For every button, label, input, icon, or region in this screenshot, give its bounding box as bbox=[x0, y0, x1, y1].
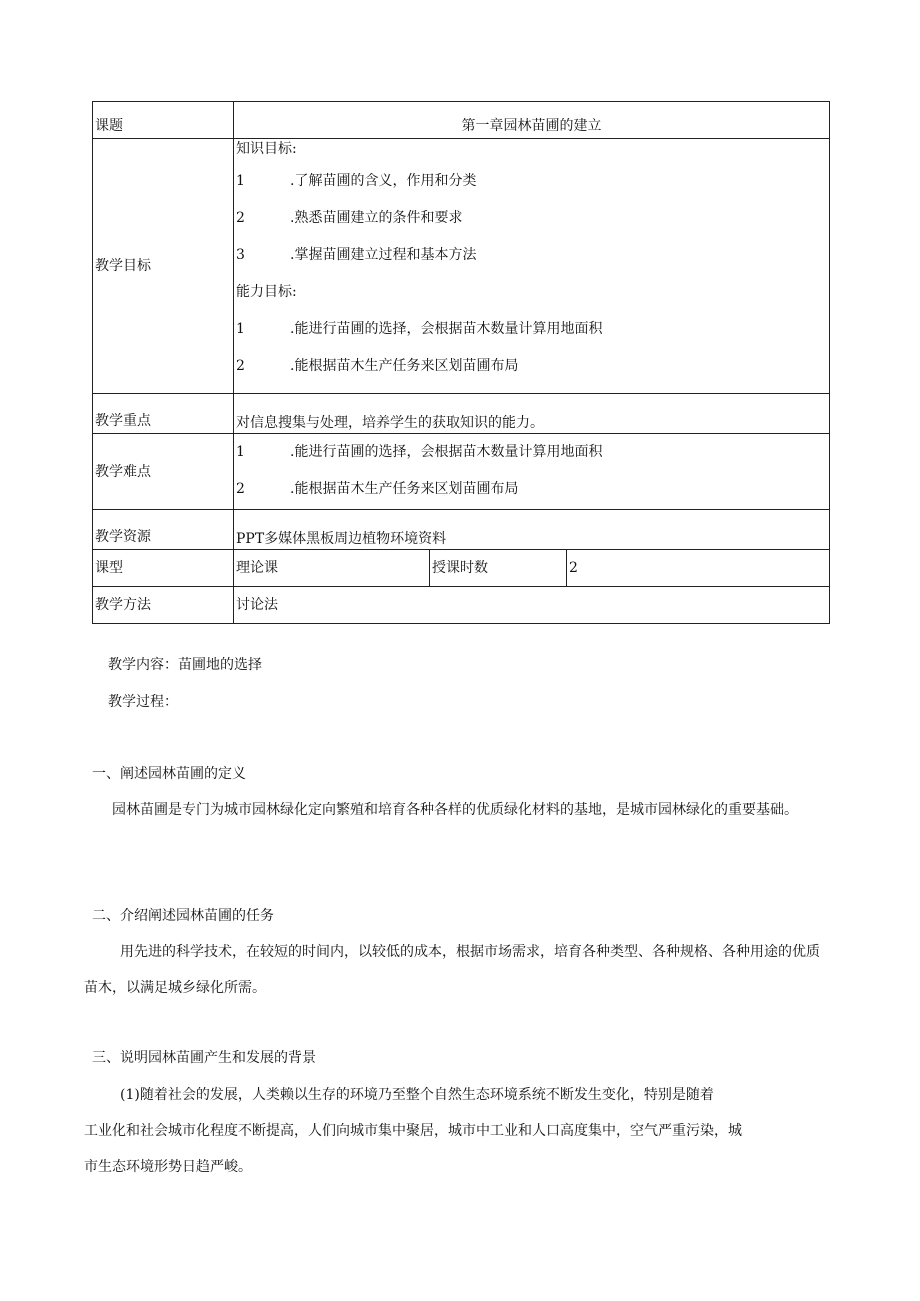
hours-label: 授课时数 bbox=[430, 550, 567, 587]
knowledge-item: 2 .熟悉苗圃建立的条件和要求 bbox=[236, 210, 463, 226]
knowledge-heading: 知识目标: bbox=[236, 141, 297, 157]
method-label: 教学方法 bbox=[93, 587, 234, 624]
section3-line: (1)随着社会的发展，人类赖以生存的环境乃至整个自然生态环境系统不断发生变化，特别是随着 bbox=[120, 1087, 714, 1103]
hours-value: 2 bbox=[567, 550, 830, 587]
teaching-content: 教学内容：苗圃地的选择 bbox=[108, 657, 262, 673]
title-label: 课题 bbox=[93, 102, 234, 139]
row-resources bbox=[93, 510, 830, 550]
goals-label: 教学目标 bbox=[93, 139, 234, 394]
ability-heading: 能力目标: bbox=[236, 284, 297, 300]
section3-line: 工业化和社会城市化程度不断提高，人们向城市集中聚居，城市中工业和人口高度集中，空气严重污染，城 bbox=[84, 1123, 742, 1139]
key-label: 教学重点 bbox=[93, 394, 234, 434]
difficulty-content bbox=[234, 434, 830, 510]
section1-body: 园林苗圃是专门为城市园林绿化定向繁殖和培育各种各样的优质绿化材料的基地，是城市园林绿化的重要基础。 bbox=[112, 802, 798, 818]
resource-value: PPT多媒体黑板周边植物环境资料 bbox=[234, 510, 830, 550]
row-key-points bbox=[93, 394, 830, 434]
difficulty-label: 教学难点 bbox=[93, 434, 234, 510]
section1-heading: 一、阐述园林苗圃的定义 bbox=[92, 766, 246, 782]
section2-body: 用先进的科学技术，在较短的时间内，以较低的成本，根据市场需求，培育各种类型、各种规格、各种用途的优质苗木，以满足城乡绿化所需。 bbox=[84, 944, 820, 996]
section3-line: 市生态环境形势日趋严峻。 bbox=[84, 1159, 252, 1175]
goals-content bbox=[234, 139, 830, 394]
teaching-process: 教学过程： bbox=[108, 694, 178, 710]
section3-heading: 三、说明园林苗圃产生和发展的背景 bbox=[92, 1050, 316, 1066]
lesson-plan-table bbox=[92, 101, 830, 624]
difficulty-item: 2 .能根据苗木生产任务来区划苗圃布局 bbox=[236, 481, 519, 497]
type-label: 课型 bbox=[93, 550, 234, 587]
row-difficulties bbox=[93, 434, 830, 510]
knowledge-item: 3 .掌握苗圃建立过程和基本方法 bbox=[236, 247, 477, 263]
type-value: 理论课 bbox=[234, 550, 430, 587]
key-value: 对信息搜集与处理，培养学生的获取知识的能力。 bbox=[234, 394, 830, 434]
row-method bbox=[93, 587, 830, 624]
row-goals bbox=[93, 139, 830, 394]
resource-label: 教学资源 bbox=[93, 510, 234, 550]
row-lesson-type bbox=[93, 550, 830, 587]
method-value: 讨论法 bbox=[234, 587, 830, 624]
ability-item: 1 .能进行苗圃的选择，会根据苗木数量计算用地面积 bbox=[236, 321, 603, 337]
row-title bbox=[93, 102, 830, 139]
ability-item: 2 .能根据苗木生产任务来区划苗圃布局 bbox=[236, 358, 519, 374]
knowledge-item: 1 .了解苗圃的含义，作用和分类 bbox=[236, 173, 477, 189]
section2-heading: 二、介绍阐述园林苗圃的任务 bbox=[92, 908, 274, 924]
title-value: 第一章园林苗圃的建立 bbox=[234, 102, 830, 139]
difficulty-item: 1 .能进行苗圃的选择，会根据苗木数量计算用地面积 bbox=[236, 444, 603, 460]
